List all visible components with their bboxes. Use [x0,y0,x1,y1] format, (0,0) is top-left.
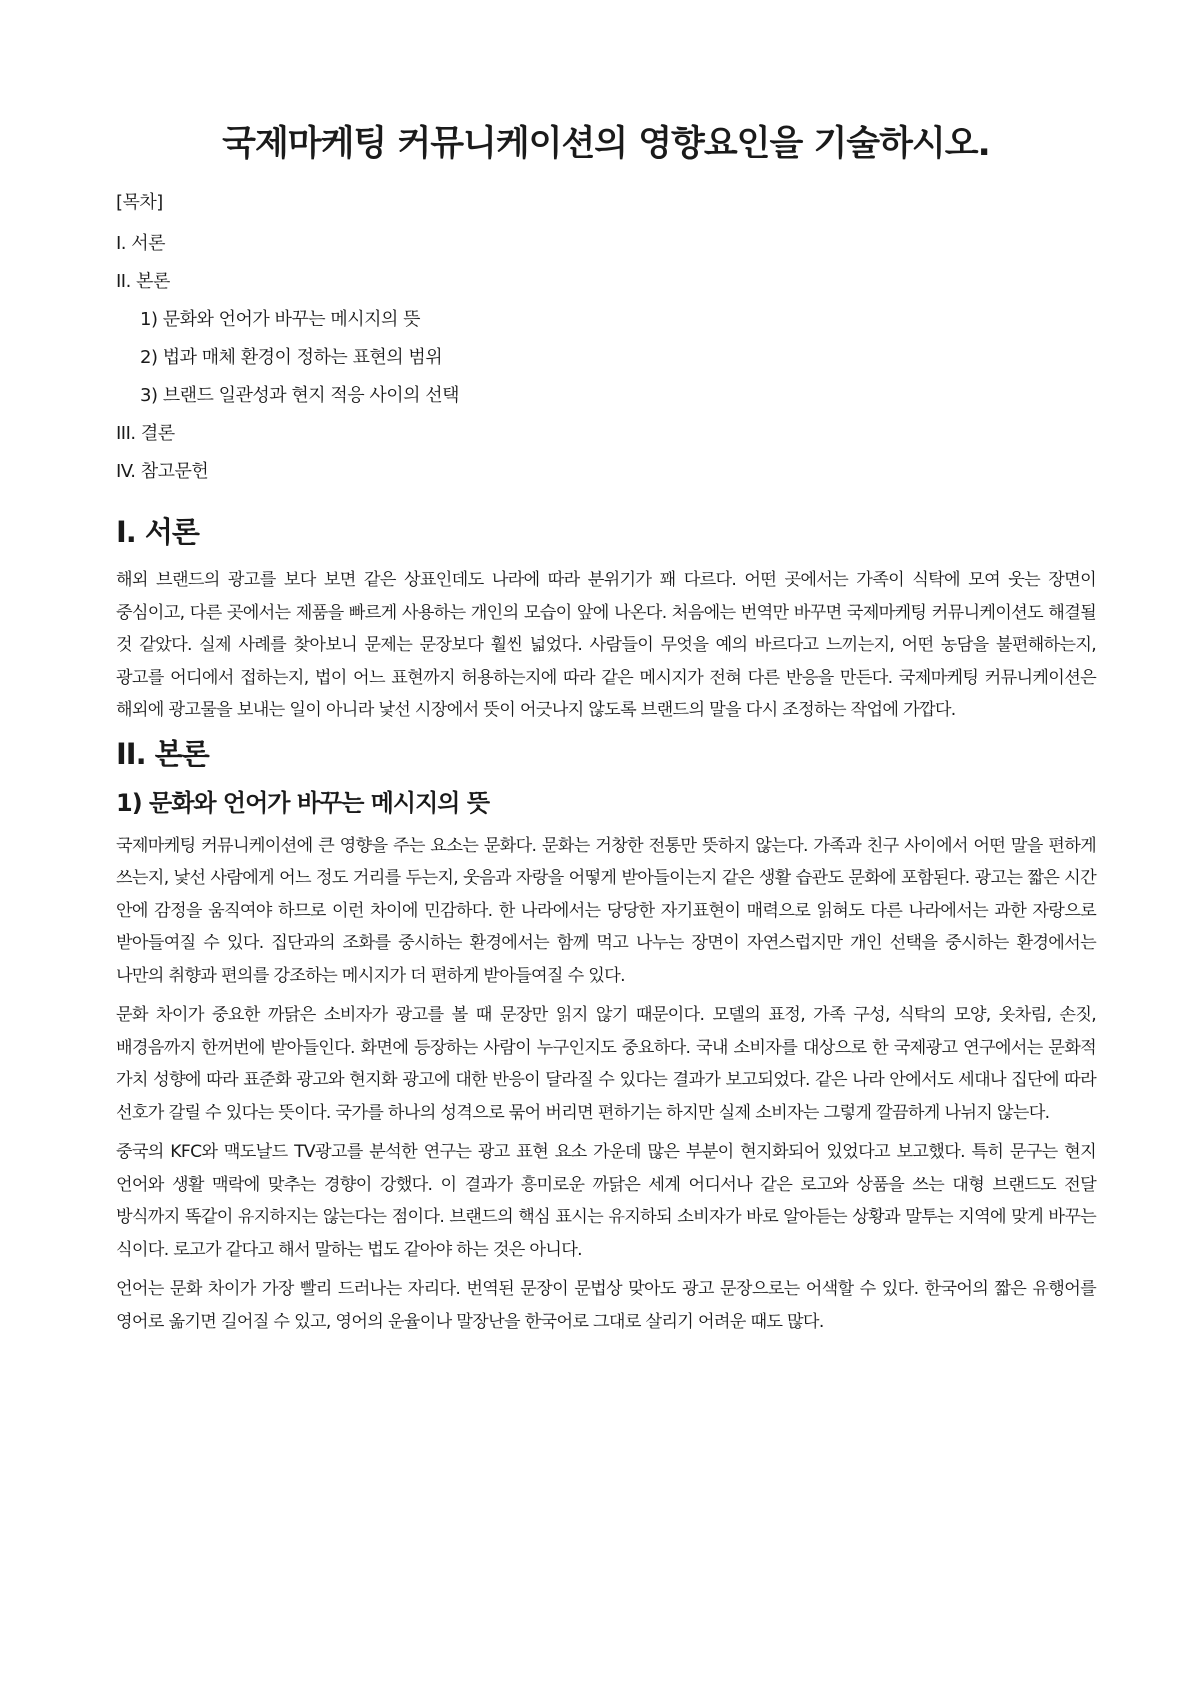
toc-item: 3) 브랜드 일관성과 현지 적응 사이의 선택 [140,385,460,406]
section-heading: II. 본론 [116,736,209,771]
body-section [116,734,1096,1339]
section-heading: I. 서론 [116,515,199,549]
paragraph: 국제마케팅 커뮤니케이션에 큰 영향을 주는 요소는 문화다. 문화는 거창한 전통만 뜻하지 않는다. 가족과 친구 사이에서 어떤 말을 편하게 쓰는지, 낯선 사람에게 어느 정도 거리를 두는지, 웃음과 자랑을 어떻게 받아들이는지 같은 생활 습관도 문화에 포함된다. 광고는 짧은 시간 안에 감정을 움직여야 하므로 이런 차이에 민감하다. 한 나라에서는 당당한 자기표현이 매력으로 읽혀도 다른 나라에서는 과한 자랑으로 받아들여질 수 있다. 집단과의 조화를 중시하는 환경에서는 함께 먹고 나누는 장면이 자연스럽지만 개인 선택을 중시하는 환경에서는 나만의 취향과 편의를 강조하는 메시지가 더 편하게 받아들여질 수 있다. [116,835,1096,986]
paragraph: 문화 차이가 중요한 까닭은 소비자가 광고를 볼 때 문장만 읽지 않기 때문이다. 모델의 표정, 가족 구성, 식탁의 모양, 옷차림, 손짓, 배경음까지 한꺼번에 받아들인다. 화면에 등장하는 사람이 누구인지도 중요하다. 국내 소비자를 대상으로 한 국제광고 연구에서는 문화적 가치 성향에 따라 표준화 광고와 현지화 광고에 대한 반응이 달라질 수 있다는 결과가 보고되었다. 같은 나라 안에서도 세대나 집단에 따라 선호가 갈릴 수 있다는 뜻이다. 국가를 하나의 성격으로 묶어 버리면 편하기는 하지만 실제 소비자는 그렇게 깔끔하게 나뉘지 않는다. [116,1005,1096,1123]
toc-item: IV. 참고문헌 [116,461,209,482]
toc-heading: [목차] [116,192,163,213]
table-of-contents [116,190,1096,484]
toc-item: 1) 문화와 언어가 바꾸는 메시지의 뜻 [140,309,421,330]
toc-item: III. 결론 [116,423,175,444]
paragraph: 중국의 KFC와 맥도날드 TV광고를 분석한 연구는 광고 표현 요소 가운데 많은 부분이 현지화되어 있었다고 보고했다. 특히 문구는 현지 언어와 생활 맥락에 맞추는 경향이 강했다. 이 결과가 흥미로운 까닭은 세계 어디서나 같은 로고와 상품을 쓰는 대형 브랜드도 전달 방식까지 똑같이 유지하지는 않는다는 점이다. 브랜드의 핵심 표시는 유지하되 소비자가 바로 알아듣는 상황과 말투는 지역에 맞게 바꾸는 식이다. 로고가 같다고 해서 말하는 법도 같아야 하는 것은 아니다. [116,1142,1096,1260]
document-title: 국제마케팅 커뮤니케이션의 영향요인을 기술하시오. [222,124,990,164]
toc-item: 2) 법과 매체 환경이 정하는 표현의 범위 [140,347,443,368]
intro-section [116,512,1096,727]
subsection [116,786,1096,1339]
paragraph: 해외 브랜드의 광고를 보다 보면 같은 상표인데도 나라에 따라 분위기가 꽤 다르다. 어떤 곳에서는 가족이 식탁에 모여 웃는 장면이 중심이고, 다른 곳에서는 제품을 빠르게 사용하는 개인의 모습이 앞에 나온다. 처음에는 번역만 바꾸면 국제마케팅 커뮤니케이션도 해결될 것 같았다. 실제 사례를 찾아보니 문제는 문장보다 훨씬 넓었다. 사람들이 무엇을 예의 바르다고 느끼는지, 어떤 농담을 불편해하는지, 광고를 어디에서 접하는지, 법이 어느 표현까지 허용하는지에 따라 같은 메시지가 전혀 다른 반응을 만든다. 국제마케팅 커뮤니케이션은 해외에 광고물을 보내는 일이 아니라 낯선 시장에서 뜻이 어긋나지 않도록 브랜드의 말을 다시 조정하는 작업에 가깝다. [116,570,1096,720]
subsection-heading: 1) 문화와 언어가 바꾸는 메시지의 뜻 [116,788,490,817]
toc-item: I. 서론 [116,233,166,254]
toc-item: II. 본론 [116,271,170,292]
paragraph: 언어는 문화 차이가 가장 빨리 드러나는 자리다. 번역된 문장이 문법상 맞아도 광고 문장으로는 어색할 수 있다. 한국어의 짧은 유행어를 영어로 옮기면 길어질 수 있고, 영어의 운율이나 말장난을 한국어로 그대로 살리기 어려운 때도 많다. [116,1279,1096,1332]
